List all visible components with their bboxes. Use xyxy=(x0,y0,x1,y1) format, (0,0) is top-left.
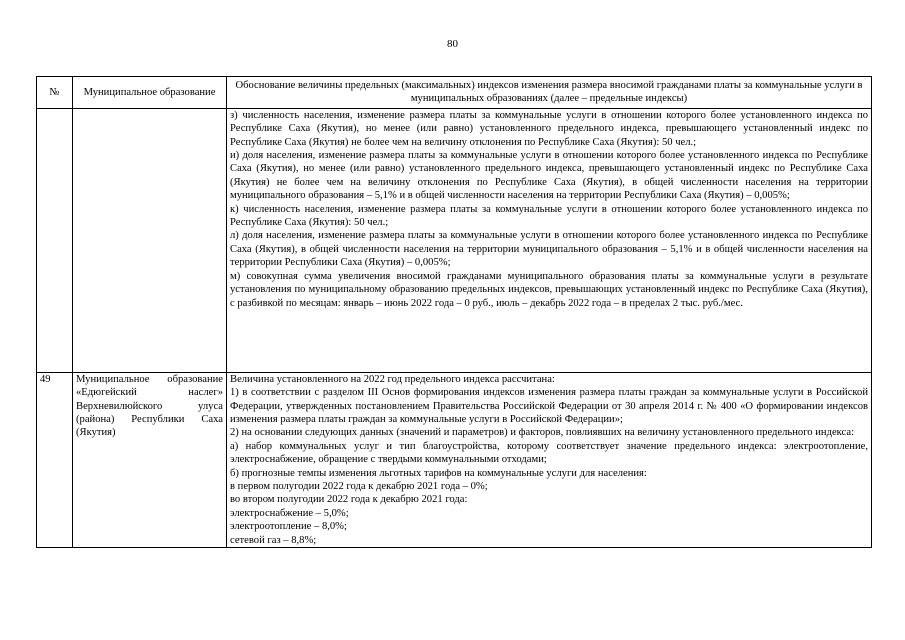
table-row xyxy=(37,108,872,372)
paragraph-l: л) доля населения, изменение размера платы за коммунальные услуги в отношении которого более установленного индекса по Республике Саха (Якутия), в общей численности населения на территории муниципального образования – 5,1% и в общей численности населения на территории Республики Саха (Якутия) – 0,005%; xyxy=(230,230,868,269)
paragraph-1: 1) в соответствии с разделом III Основ формирования индексов изменения размера платы граждан за коммунальные услуги в Российской Федерации, утвержденных постановлением Правительства Российской Федерации от 30 апреля 2014 г. № 400 «О формировании индексов изменения размера платы граждан за коммунальные услуги в Российской Федерации»; xyxy=(230,387,868,426)
justification-table xyxy=(36,76,872,548)
tariff-electricity: электроснабжение – 5,0%; xyxy=(230,507,349,519)
page-number: 80 xyxy=(447,38,458,50)
justification-cell xyxy=(227,372,872,547)
municipality-cell xyxy=(73,372,227,547)
header-number: № xyxy=(37,77,73,109)
tariff-second-half: во втором полугодии 2022 года к декабрю 2021 года: xyxy=(230,494,468,506)
municipality-cell xyxy=(73,108,227,372)
tariff-network-gas: сетевой газ – 8,8%; xyxy=(230,534,317,546)
paragraph-a: а) набор коммунальных услуг и тип благоустройства, которому соответствует значение предельного индекса: электроотопление, электроснабжение, обращение с твердыми коммунальными отходами; xyxy=(230,440,868,466)
paragraph-m: м) совокупная сумма увеличения вносимой гражданами муниципального образования платы за коммунальные услуги в результате установления по муниципальному образованию предельных индексов, превышающих установленный индекс по Республике Саха (Якутия), с разбивкой по месяцам: январь – июнь 2022 года – 0 руб., июль – декабрь 2022 года – в пределах 2 тыс. руб./мес. xyxy=(230,270,868,309)
justification-cell xyxy=(227,108,872,372)
paragraph-2: 2) на основании следующих данных (значений и параметров) и факторов, повлиявших на величину установленного предельного индекса: xyxy=(230,427,855,439)
row-number-cell: 49 xyxy=(37,372,73,547)
municipality-name: Муниципальное образование «Едюгейский наслег» Верхневилюйского улуса (района) Республики Саха (Якутия) xyxy=(76,373,223,439)
paragraph-b: б) прогнозные темпы изменения льготных тарифов на коммунальные услуги для населения: xyxy=(230,467,647,479)
paragraph-k: к) численность населения, изменение размера платы за коммунальные услуги в отношении которого более установленного индекса по Республике Саха (Якутия): 50 чел.; xyxy=(230,203,868,229)
tariff-first-half: в первом полугодии 2022 года к декабрю 2021 года – 0%; xyxy=(230,481,488,493)
row-number-cell xyxy=(37,108,73,372)
table-header-row xyxy=(37,77,872,109)
paragraph-i: и) доля населения, изменение размера платы за коммунальные услуги в отношении которого более установленного индекса по Республике Саха (Якутия), но менее (или равно) установленного предельного индекса, превышающего установленный индекс по Республике Саха (Якутия) не более чем на величину отклонения по Республике Саха (Якутия), в общей численности населения на территории муниципального образования – 5,1% и в общей численности населения на территории Республики Саха (Якутия) – 0,005%; xyxy=(230,150,868,202)
paragraph-intro: Величина установленного на 2022 год предельного индекса рассчитана: xyxy=(230,373,555,385)
tariff-electric-heating: электроотопление – 8,0%; xyxy=(230,521,347,533)
header-justification: Обоснование величины предельных (максимальных) индексов изменения размера вносимой гражданами платы за коммунальные услуги в муниципальных образованиях (далее – предельные индексы) xyxy=(227,77,872,109)
paragraph-z: з) численность населения, изменение размера платы за коммунальные услуги в отношении которого более установленного индекса по Республике Саха (Якутия), но менее (или равно) установленного предельного индекса, превышающего установленный индекс по Республике Саха (Якутия) не более чем на величину отклонения по Республике Саха (Якутия): 50 чел.; xyxy=(230,109,868,148)
header-municipality: Муниципальное образование xyxy=(73,77,227,109)
table-row xyxy=(37,372,872,547)
